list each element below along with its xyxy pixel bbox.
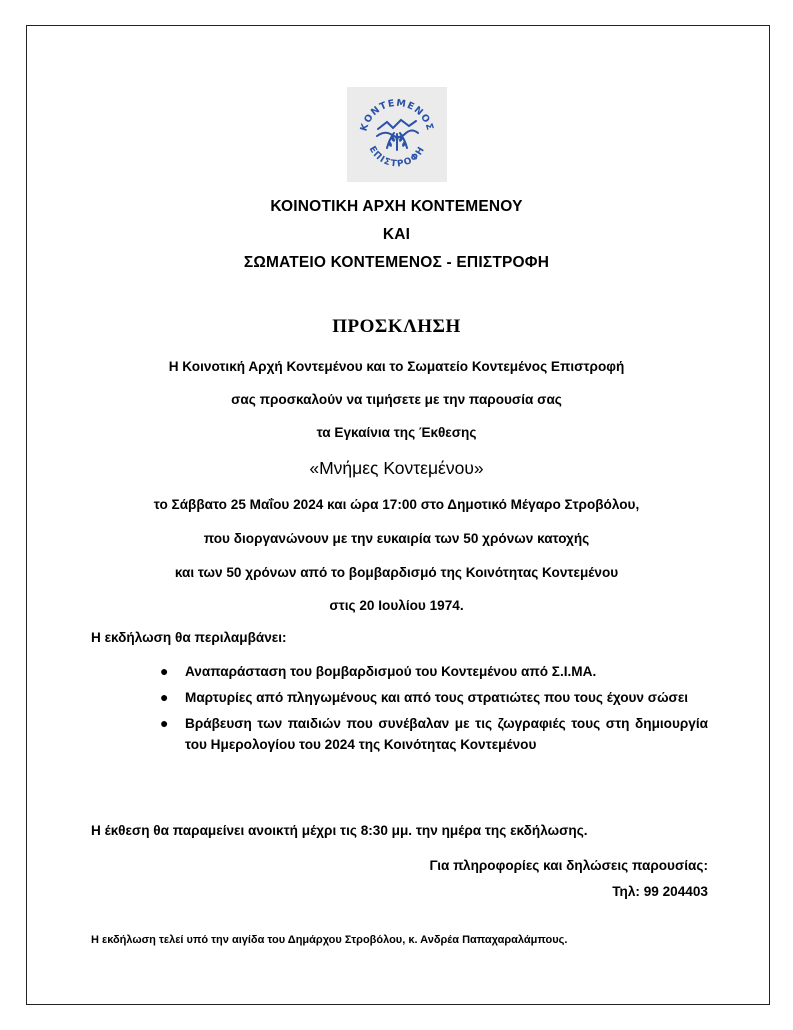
bullet-icon: ●	[160, 663, 169, 679]
invitation-line4: το Σάββατο 25 Μαΐου 2024 και ώρα 17:00 στο Δημοτικό Μέγαρο Στροβόλου,	[153, 497, 640, 512]
list-item-text: Βράβευση των παιδιών που συνέβαλαν με τις ζωγραφιές τους στη δημιουργία του Ημερολογίου του 2024 της Κοινότητας Κοντεμένου	[185, 716, 708, 752]
invitation-line2: σας προσκαλούν να τιμήσετε με την παρουσία σας	[231, 392, 562, 407]
invitation-line1: Η Κοινοτική Αρχή Κοντεμένου και το Σωματείο Κοντεμένος Επιστροφή	[168, 359, 625, 374]
invitation-line7: στις 20 Ιουλίου 1974.	[329, 598, 464, 613]
svg-text:ΕΠΙΣΤΡΟΦΗ: ΕΠΙΣΤΡΟΦΗ	[366, 144, 428, 170]
program-heading: Η εκδήλωση θα περιλαμβάνει:	[91, 630, 287, 645]
list-item	[160, 713, 708, 755]
bullet-icon: ●	[160, 689, 169, 705]
org-header-line3: ΣΩΜΑΤΕΙΟ ΚΟΝΤΕΜΕΝΟΣ - ΕΠΙΣΤΡΟΦΗ	[243, 254, 550, 271]
association-logo	[347, 87, 447, 182]
list-item	[160, 687, 708, 708]
program-list	[160, 661, 708, 760]
contact-label: Για πληροφορίες και δηλώσεις παρουσίας:	[429, 858, 708, 873]
exhibition-name: «Μνήμες Κοντεμένου»	[309, 458, 484, 478]
document-title: ΠΡΟΣΚΛΗΣΗ	[332, 316, 461, 337]
invitation-line3: τα Εγκαίνια της Έκθεσης	[316, 425, 477, 440]
patronage-footer: Η εκδήλωση τελεί υπό την αιγίδα του Δημάρχου Στροβόλου, κ. Ανδρέα Παπαχαραλάμπους.	[91, 934, 568, 946]
contact-phone: Τηλ: 99 204403	[612, 884, 708, 899]
logo-emblem	[347, 87, 447, 182]
list-item	[160, 661, 708, 682]
org-header-line2: ΚΑΙ	[382, 226, 411, 243]
exhibition-hours-note: Η έκθεση θα παραμείνει ανοικτή μέχρι τις 8:30 μμ. την ημέρα της εκδήλωσης.	[91, 823, 588, 838]
svg-text:ΚΟΝΤΕΜΕΝΟΣ: ΚΟΝΤΕΜΕΝΟΣ	[358, 97, 436, 133]
invitation-line5: που διοργανώνουν με την ευκαιρία των 50 χρόνων κατοχής	[203, 531, 590, 546]
invitation-line6: και των 50 χρόνων από το βομβαρδισμό της Κοινότητας Κοντεμένου	[174, 565, 619, 580]
list-item-text: Μαρτυρίες από πληγωμένους και από τους στρατιώτες που τους έχουν σώσει	[185, 690, 689, 705]
list-item-text: Αναπαράσταση του βομβαρδισμού του Κοντεμένου από Σ.Ι.ΜΑ.	[185, 664, 597, 679]
bullet-icon: ●	[160, 715, 169, 731]
org-header-line1: ΚΟΙΝΟΤΙΚΗ ΑΡΧΗ ΚΟΝΤΕΜΕΝΟΥ	[270, 198, 523, 215]
